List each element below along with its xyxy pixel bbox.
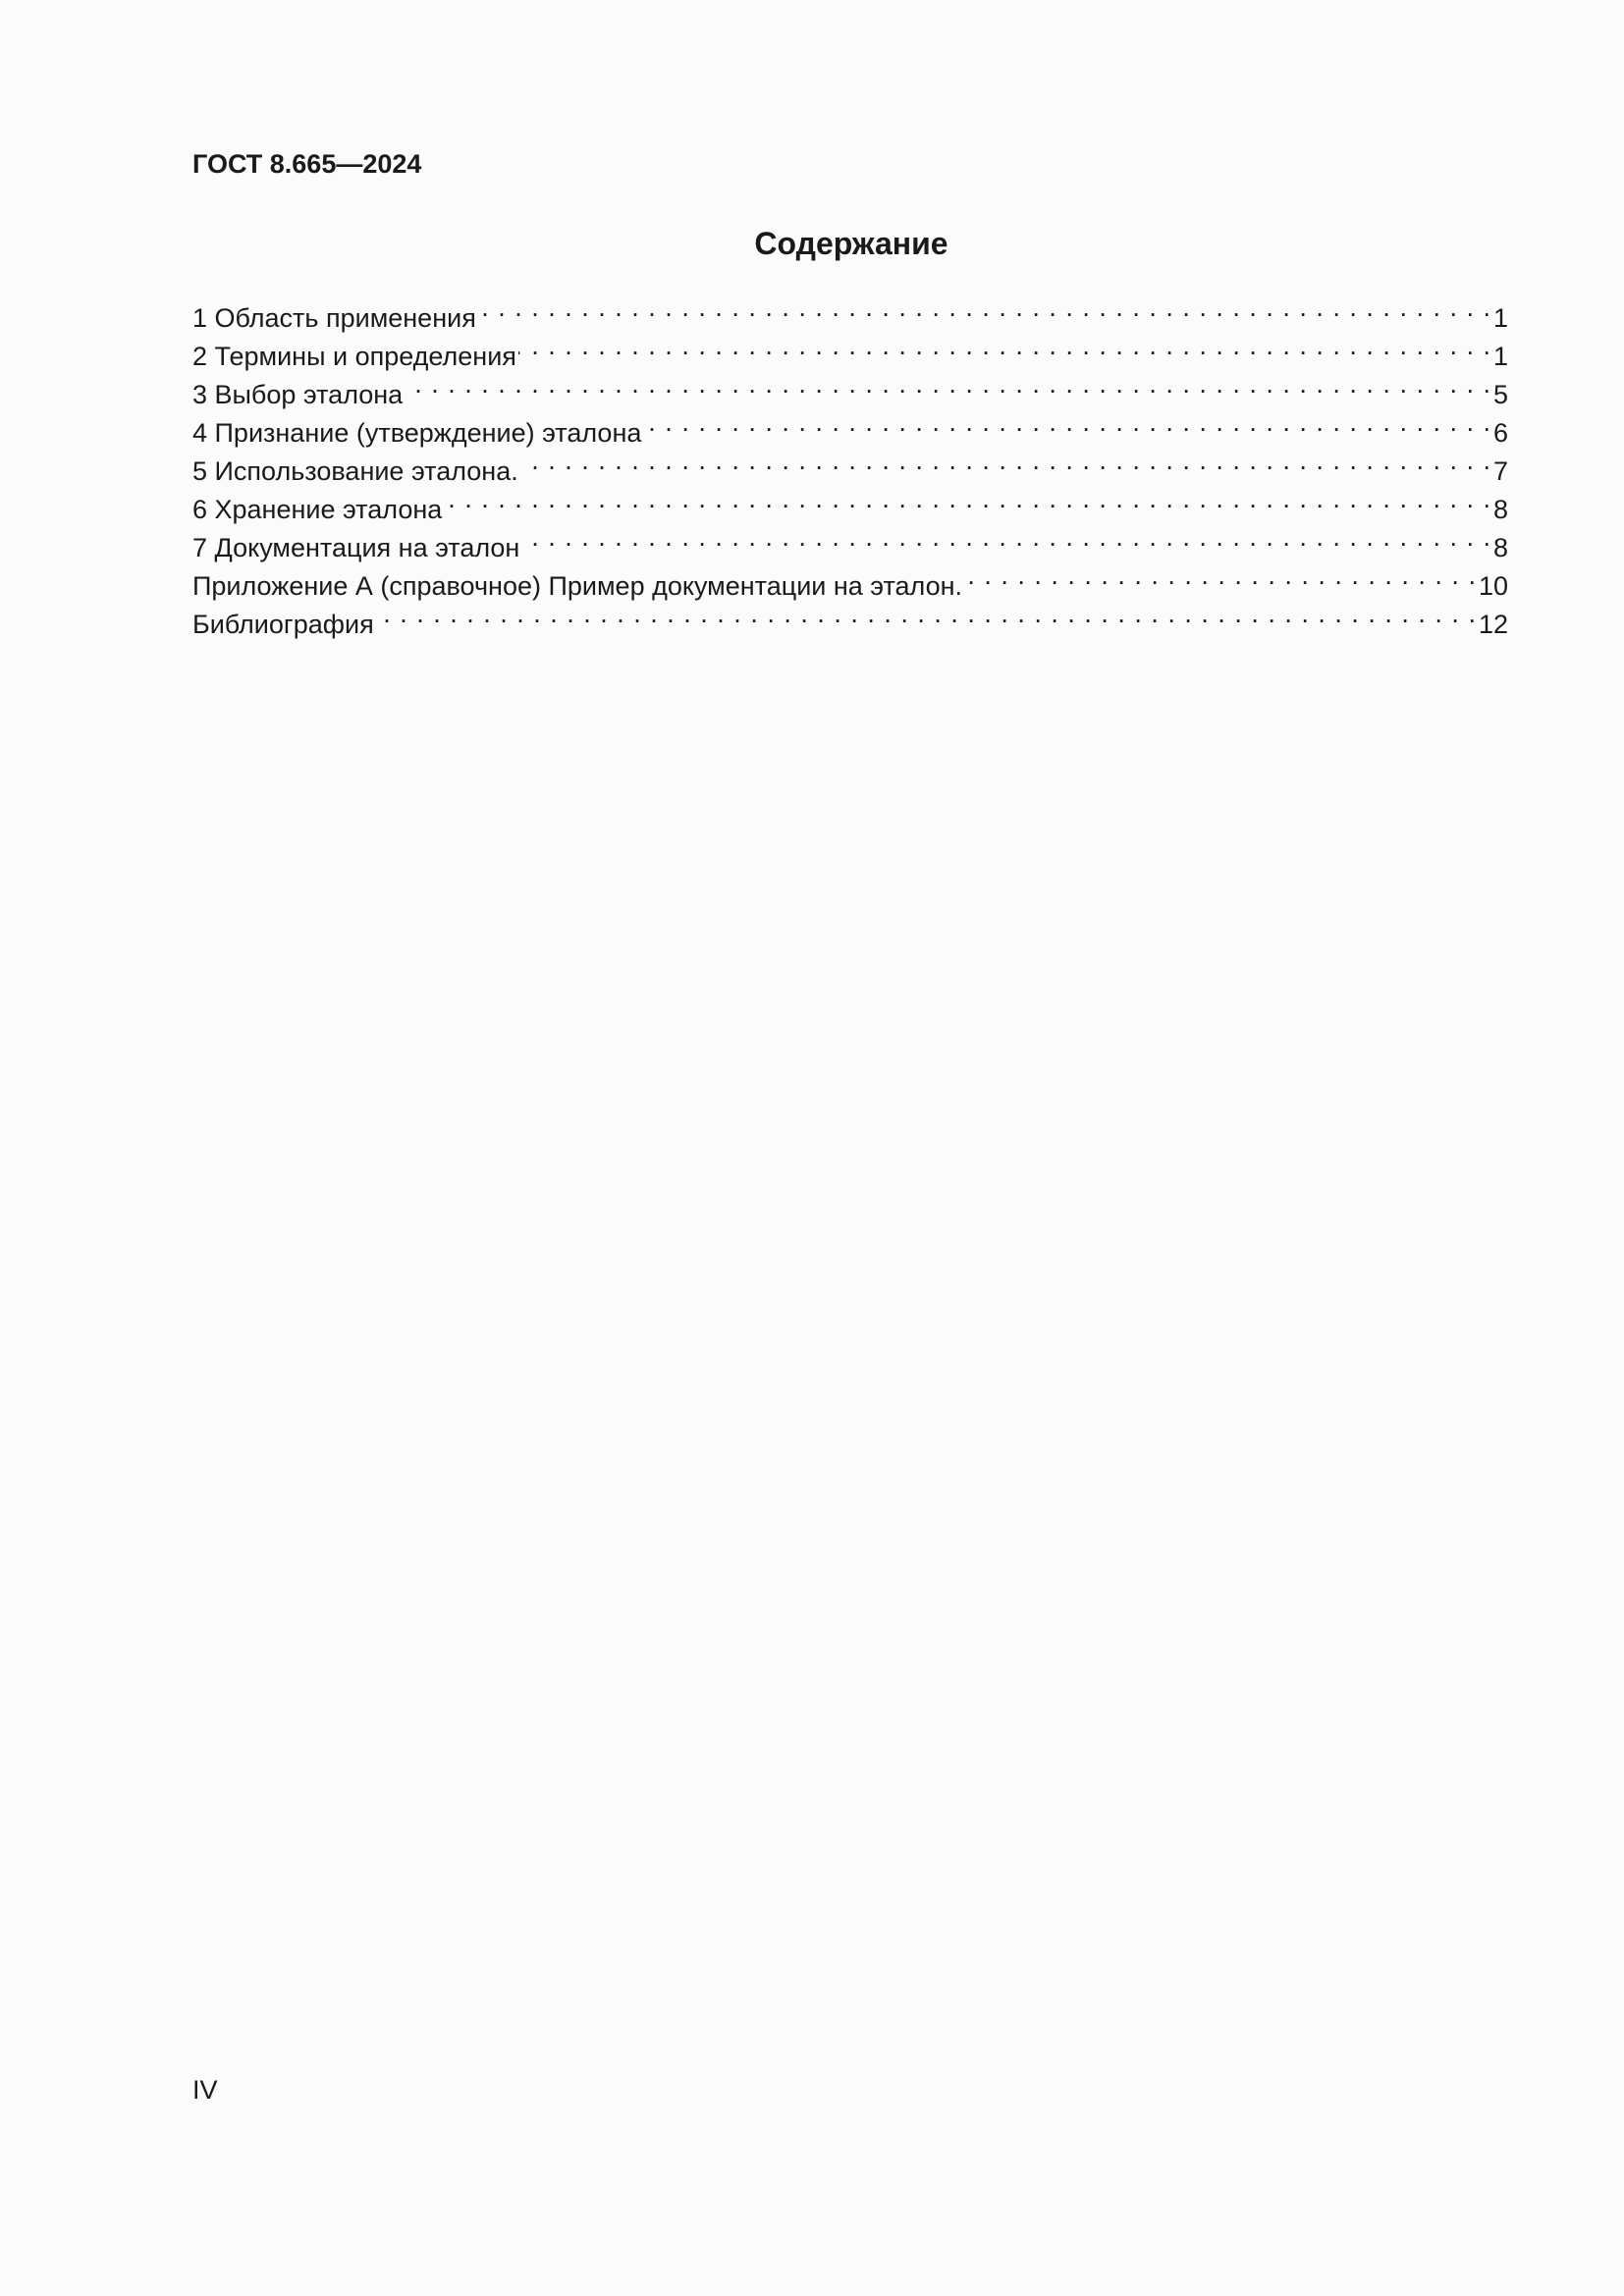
toc-entry-label: Библиография bbox=[192, 610, 374, 639]
toc-entry-bibliography[interactable] bbox=[192, 595, 1508, 639]
toc-leader-dots bbox=[478, 289, 1491, 327]
toc-entry-page: 10 bbox=[1478, 571, 1508, 601]
toc-entry-label: 3 Выбор эталона bbox=[192, 380, 404, 409]
toc-leader-dots bbox=[964, 557, 1477, 595]
toc-entry-scope[interactable] bbox=[192, 289, 1508, 333]
toc-leader-dots bbox=[643, 403, 1491, 442]
table-of-contents bbox=[192, 289, 1508, 639]
toc-entry-label: 6 Хранение эталона bbox=[192, 495, 443, 524]
document-code: ГОСТ 8.665—2024 bbox=[192, 149, 422, 179]
toc-entry-label: 4 Признание (утверждение) эталона bbox=[192, 418, 642, 448]
toc-entry-label: 5 Использование эталона. bbox=[192, 456, 518, 486]
toc-leader-dots bbox=[444, 480, 1491, 518]
toc-leader-dots bbox=[520, 442, 1491, 480]
toc-leader-dots bbox=[521, 518, 1491, 557]
toc-entry-label: 2 Термины и определения bbox=[192, 342, 516, 371]
toc-leader-dots bbox=[376, 595, 1477, 633]
toc-entry-page: 12 bbox=[1478, 610, 1508, 639]
toc-entry-page: 1 bbox=[1492, 342, 1508, 371]
toc-entry-page: 7 bbox=[1492, 456, 1508, 486]
toc-entry-page: 8 bbox=[1492, 495, 1508, 524]
toc-entry-label: Приложение А (справочное) Пример документации на эталон. bbox=[192, 571, 963, 601]
toc-title: Содержание bbox=[754, 226, 948, 261]
toc-entry-page: 8 bbox=[1492, 533, 1508, 562]
toc-entry-label: 1 Область применения bbox=[192, 303, 476, 333]
toc-entry-page: 6 bbox=[1492, 418, 1508, 448]
toc-entry-page: 1 bbox=[1492, 303, 1508, 333]
toc-entry-label: 7 Документация на эталон bbox=[192, 533, 520, 562]
toc-entry-page: 5 bbox=[1492, 380, 1508, 409]
toc-leader-dots bbox=[405, 365, 1491, 403]
toc-leader-dots bbox=[518, 327, 1491, 365]
page-number: IV bbox=[192, 2075, 218, 2105]
